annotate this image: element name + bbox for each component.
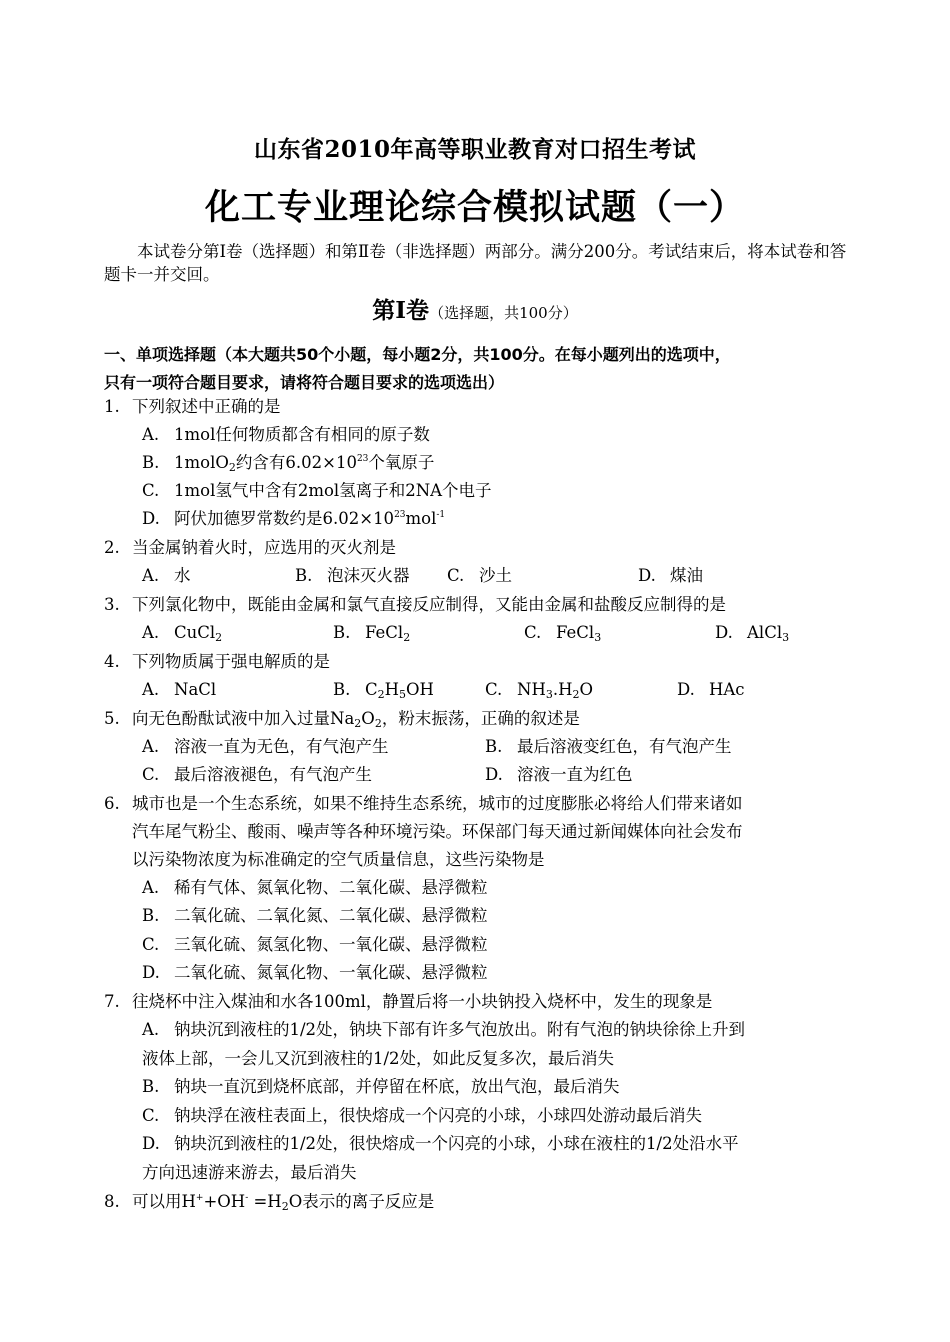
section-title: 第Ⅰ卷	[372, 297, 430, 324]
option-b: B. FeCl$_2$	[333, 623, 411, 644]
question-6-line-2: 汽车尾气粉尘、酸雨、噪声等各种环境污染。环保部门每天通过新闻媒体向社会发布	[132, 822, 743, 841]
option-b: B. 二氧化硫、二氧化氮、二氧化碳、悬浮微粒	[142, 906, 488, 925]
option-a: A. 钠块沉到液柱的1/2处，钠块下部有许多气泡放出。附有气泡的钠块徐徐上升到	[142, 1020, 746, 1039]
option-b: B. 1molO$_2$约含有$6.02\times 10^{23}$个氧原子	[142, 453, 435, 474]
option-c: C. $NH_3.H_2O$	[485, 680, 593, 701]
question-stem: 下列叙述中正确的是	[132, 397, 281, 416]
option-c: C. 最后溶液褪色，有气泡产生	[142, 765, 372, 784]
option-d: D. 二氧化硫、氮氧化物、一氧化碳、悬浮微粒	[142, 963, 488, 982]
option-c: C. 1mol氢气中含有2mol氢离子和2NA个电子	[142, 481, 492, 500]
option-a: A. 水	[142, 566, 191, 585]
option-d: D. 阿伏加德罗常数约是$6.02\times 10^{23}mol^{-1}$	[142, 509, 446, 528]
question-6-line-3: 以污染物浓度为标准确定的空气质量信息，这些污染物是	[132, 850, 545, 869]
option-a-line-2: 液体上部，一会儿又沉到液柱的1/2处，如此反复多次，最后消失	[142, 1049, 615, 1068]
option-c: C. 沙土	[447, 566, 512, 585]
option-b: B. $C_2H_5OH$	[333, 680, 434, 701]
option-b: B. 钠块一直沉到烧杯底部，并停留在杯底，放出气泡，最后消失	[142, 1077, 620, 1096]
part-instructions	[104, 341, 864, 397]
option-d: D. AlCl$_3$	[715, 623, 790, 644]
question-2: 2. 当金属钠着火时，应选用的灭火剂是	[104, 538, 396, 557]
option-d: D. 钠块沉到液柱的1/2处，很快熔成一个闪亮的小球，小球在液柱的1/2处沿水平	[142, 1134, 739, 1153]
option-d-line-2: 方向迅速游来游去，最后消失	[142, 1163, 357, 1182]
option-d: D. 煤油	[638, 566, 703, 585]
question-1	[104, 393, 864, 421]
part-line-1: 一、单项选择题（本大题共50个小题，每小题2分，共100分。在每小题列出的选项中，	[104, 345, 731, 364]
exam-intro: 本试卷分第Ⅰ卷（选择题）和第Ⅱ卷（非选择题）两部分。满分200分。考试结束后，将本试卷和答题卡一并交回。	[104, 242, 847, 284]
option-a: A. 稀有气体、氮氧化物、二氧化碳、悬浮微粒	[142, 878, 488, 897]
question-5: 5. 向无色酚酞试液中加入过量$Na_2O_2$，粉末振荡，正确的叙述是	[104, 709, 580, 730]
question-7: 7. 往烧杯中注入煤油和水各100ml，静置后将一小块钠投入烧杯中，发生的现象是	[104, 992, 713, 1011]
option-a: A. 溶液一直为无色，有气泡产生	[142, 737, 389, 756]
section-heading	[0, 292, 950, 325]
option-d: D. 溶液一直为红色	[485, 765, 633, 784]
option-b: B. 最后溶液变红色，有气泡产生	[485, 737, 732, 756]
option-d: D. HAc	[677, 680, 745, 699]
part-line-2: 只有一项符合题目要求，请将符合题目要求的选项选出）	[104, 373, 505, 392]
option-a: A. CuCl$_2$	[142, 623, 223, 644]
question-8: 8. 可以用$H^++OH^- =H_2O$表示的离子反应是	[104, 1192, 435, 1213]
option-c: C. 钠块浮在液柱表面上，很快熔成一个闪亮的小球，小球四处游动最后消失	[142, 1106, 702, 1125]
question-4: 4. 下列物质属于强电解质的是	[104, 652, 330, 671]
section-note: （选择题，共100分）	[429, 304, 578, 322]
option-a: A. 1mol任何物质都含有相同的原子数	[142, 425, 430, 444]
exam-title: 山东省2010年高等职业教育对口招生考试	[253, 136, 696, 163]
question-6: 6. 城市也是一个生态系统，如果不维持生态系统，城市的过度膨胀必将给人们带来诸如	[104, 794, 743, 813]
option-c: C. FeCl$_3$	[524, 623, 602, 644]
option-a: A. NaCl	[142, 680, 217, 699]
option-c: C. 三氧化硫、氮氢化物、一氧化碳、悬浮微粒	[142, 935, 488, 954]
exam-subtitle: 化工专业理论综合模拟试题（一）	[204, 188, 745, 228]
question-3: 3. 下列氯化物中，既能由金属和氯气直接反应制得，又能由金属和盐酸反应制得的是	[104, 595, 726, 614]
question-number: 1.	[104, 397, 120, 416]
option-b: B. 泡沫灭火器	[295, 566, 410, 585]
